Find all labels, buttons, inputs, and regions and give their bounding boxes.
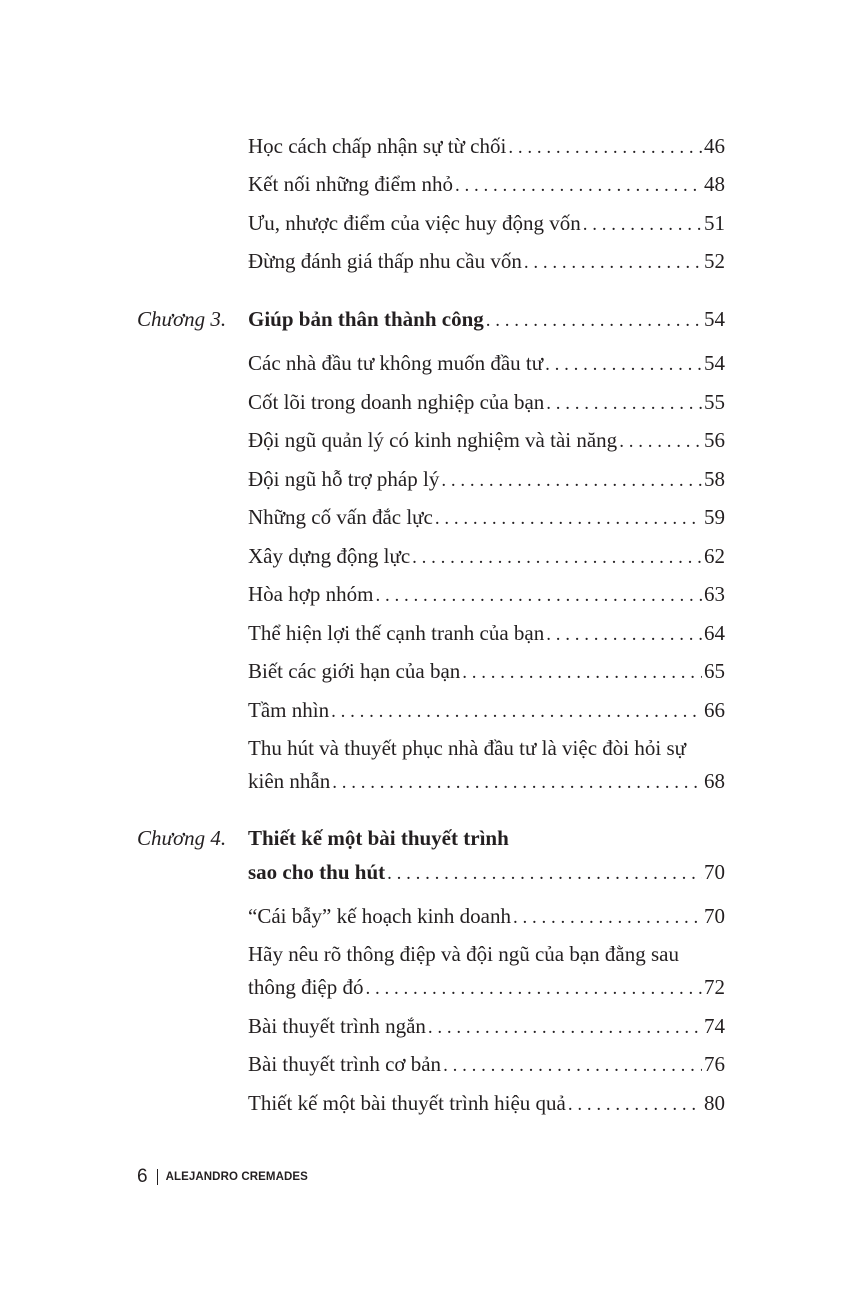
toc-entry (248, 1014, 725, 1038)
toc-entry-page: 56 (704, 428, 725, 452)
toc-entry-title: Biết các giới hạn của bạn (248, 659, 461, 683)
dot-leader (410, 546, 702, 570)
toc-entry-page: 76 (704, 1052, 725, 1076)
dot-leader (617, 430, 702, 454)
toc-entry (248, 1052, 725, 1076)
toc-entry-page: 70 (704, 904, 725, 928)
toc-entry-page: 66 (704, 698, 725, 722)
toc-entry-page: 68 (704, 769, 725, 793)
dot-leader (460, 661, 702, 685)
toc-entry (248, 659, 725, 683)
toc-entry-title-line2: thông điệp đó (248, 975, 364, 999)
toc-entry-page: 48 (704, 172, 725, 196)
toc-entry-title: Bài thuyết trình cơ bản (248, 1052, 442, 1076)
chapter-heading (248, 307, 725, 331)
dot-leader (329, 700, 702, 724)
dot-leader (581, 213, 702, 237)
toc-entry-title: Học cách chấp nhận sự từ chối (248, 134, 507, 158)
dot-leader (373, 584, 702, 608)
toc-entry (248, 428, 725, 452)
toc-entry-title: Đội ngũ hỗ trợ pháp lý (248, 467, 440, 491)
toc-entry-title: Ưu, nhược điểm của việc huy động vốn (248, 211, 581, 235)
toc-entry-title: Đừng đánh giá thấp nhu cầu vốn (248, 249, 522, 273)
toc-entry-title: Các nhà đầu tư không muốn đầu tư (248, 351, 544, 375)
toc-entry (248, 769, 725, 793)
toc-entry (248, 975, 725, 999)
dot-leader (433, 507, 702, 531)
chapter-title-line1: Thiết kế một bài thuyết trình (248, 826, 509, 850)
dot-leader (484, 309, 702, 333)
dot-leader (544, 392, 702, 416)
page-number: 6 (137, 1166, 148, 1187)
dot-leader (364, 977, 703, 1001)
dot-leader (426, 1016, 702, 1040)
toc-entry-title: Xây dựng động lực (248, 544, 411, 568)
dot-leader (544, 623, 702, 647)
toc-entry-title: Kết nối những điểm nhỏ (248, 172, 454, 196)
toc-entry-page: 52 (704, 249, 725, 273)
footer-divider (157, 1169, 158, 1185)
toc-entry-page: 46 (704, 134, 725, 158)
toc-entry-title: Tầm nhìn (248, 698, 330, 722)
dot-leader (330, 771, 702, 795)
dot-leader (566, 1093, 702, 1117)
toc-entry-page: 63 (704, 582, 725, 606)
toc-entry-page: 64 (704, 621, 725, 645)
toc-entry-page: 74 (704, 1014, 725, 1038)
toc-entry-title: “Cái bẫy” kế hoạch kinh doanh (248, 904, 511, 928)
toc-entry (248, 467, 725, 491)
dot-leader (506, 136, 702, 160)
dot-leader (453, 174, 702, 198)
toc-entry (248, 390, 725, 414)
toc-entry (248, 544, 725, 568)
toc-entry-page: 58 (704, 467, 725, 491)
toc-entry-page: 72 (704, 975, 725, 999)
toc-entry-title: Bài thuyết trình ngắn (248, 1014, 426, 1038)
toc-entry-page: 80 (704, 1091, 725, 1115)
toc-entry (248, 621, 725, 645)
toc-entry-page: 62 (704, 544, 725, 568)
dot-leader (543, 353, 702, 377)
chapter-title-line2: sao cho thu hút (248, 860, 386, 884)
toc-entry-title-line1: Thu hút và thuyết phục nhà đầu tư là việc đòi hỏi sự (248, 736, 687, 760)
toc-entry (248, 698, 725, 722)
toc-entry (248, 211, 725, 235)
toc-entry-title: Hòa hợp nhóm (248, 582, 374, 606)
toc-entry (248, 172, 725, 196)
toc-entry-page: 65 (704, 659, 725, 683)
toc-entry-title: Đội ngũ quản lý có kinh nghiệm và tài năng (248, 428, 618, 452)
toc-entry (248, 351, 725, 375)
toc-entry-page: 55 (704, 390, 725, 414)
chapter-page: 54 (704, 307, 725, 331)
toc-entry-page: 54 (704, 351, 725, 375)
dot-leader (522, 251, 702, 275)
chapter-label: Chương 3. (137, 307, 227, 331)
toc-entry-title: Thiết kế một bài thuyết trình hiệu quả (248, 1091, 566, 1115)
dot-leader (441, 1054, 702, 1078)
toc-entry (248, 1091, 725, 1115)
dot-leader (385, 862, 702, 886)
chapter-label: Chương 4. (137, 826, 227, 850)
chapter-page: 70 (704, 860, 725, 884)
chapter-title: Giúp bản thân thành công (248, 307, 484, 331)
dot-leader (439, 469, 702, 493)
toc-entry (248, 249, 725, 273)
toc-entry (248, 134, 725, 158)
toc-entry-page: 59 (704, 505, 725, 529)
toc-entry-page: 51 (704, 211, 725, 235)
toc-entry-title: Thể hiện lợi thế cạnh tranh của bạn (248, 621, 545, 645)
toc-entry (248, 904, 725, 928)
chapter-heading (248, 860, 725, 884)
toc-entry-title: Những cố vấn đắc lực (248, 505, 433, 529)
page-footer (137, 1165, 308, 1189)
toc-entry-title-line2: kiên nhẫn (248, 769, 331, 793)
dot-leader (511, 906, 702, 930)
author-name: ALEJANDRO CREMADES (165, 1171, 308, 1183)
toc-entry-title-line1: Hãy nêu rõ thông điệp và đội ngũ của bạn đằng sau (248, 942, 679, 966)
toc-entry (248, 582, 725, 606)
toc-entry (248, 505, 725, 529)
toc-entry-title: Cốt lõi trong doanh nghiệp của bạn (248, 390, 545, 414)
